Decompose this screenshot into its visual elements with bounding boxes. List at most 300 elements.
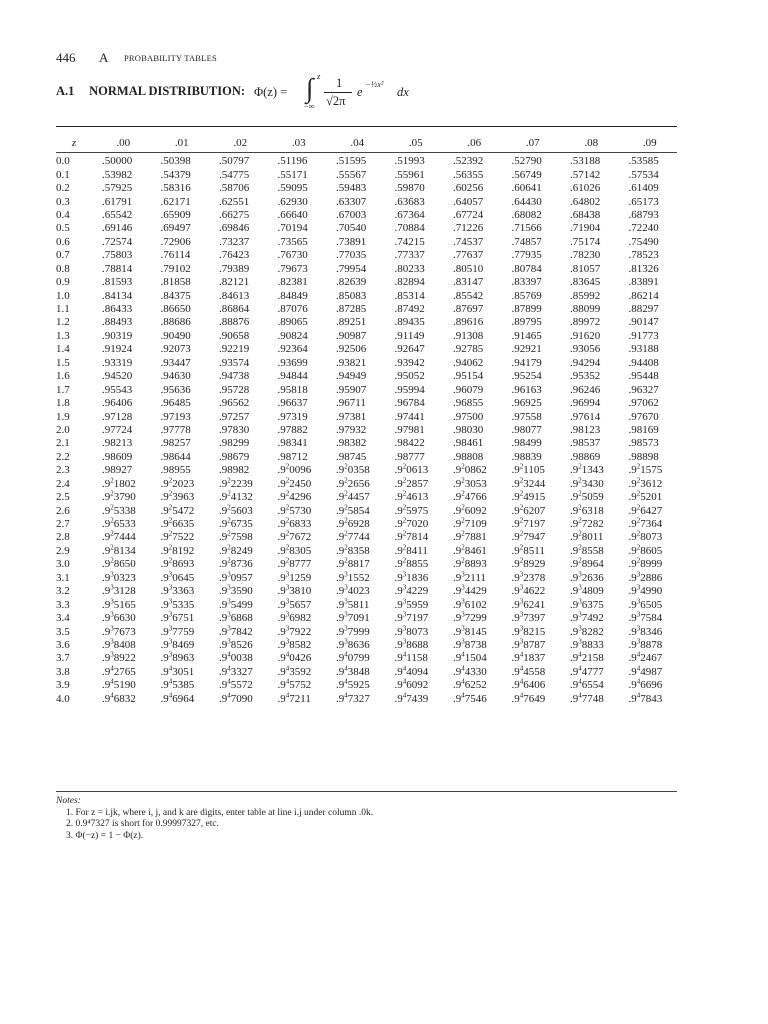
probability-cell: .97500 (453, 410, 484, 423)
probability-cell: $.9^25603$ (219, 502, 253, 517)
differential: dx (397, 85, 409, 99)
probability-cell: $.9^28249$ (219, 543, 253, 557)
probability-cell: $.9^38526$ (219, 637, 253, 651)
probability-cell: $.9^36375$ (570, 597, 604, 611)
table-bottom-rule (56, 791, 677, 792)
z-value-cell: 3.3 (56, 598, 70, 611)
running-title: PROBABILITY TABLES (124, 53, 217, 63)
probability-cell: $.9^27598$ (219, 529, 253, 544)
probability-cell: .67003 (336, 208, 367, 221)
probability-cell: $.9^24766$ (453, 489, 487, 504)
z-value-cell: 1.6 (56, 370, 70, 383)
probability-cell: $.9^27020$ (394, 516, 429, 531)
probability-cell: .79673 (277, 262, 308, 275)
probability-cell: .98927 (102, 464, 133, 477)
probability-cell: $.9^38582$ (277, 637, 312, 651)
probability-cell: $.9^42467$ (628, 650, 663, 665)
probability-cell: .71566 (511, 222, 542, 235)
probability-cell: $.9^35959$ (394, 597, 429, 611)
probability-cell: .92073 (160, 343, 191, 356)
probability-cell: .55171 (277, 168, 308, 181)
table-row (54, 572, 679, 585)
probability-cell: $.9^23963$ (160, 489, 195, 504)
probability-cell: $.9^42765$ (102, 664, 136, 678)
table-row (54, 585, 679, 598)
probability-cell: $.9^28305$ (277, 543, 312, 557)
probability-cell: .67364 (394, 208, 425, 221)
table-row (54, 316, 679, 329)
probability-cell: .96246 (570, 383, 601, 396)
probability-cell: $.9^38215$ (511, 623, 546, 638)
probability-cell: .74537 (453, 235, 484, 248)
probability-cell: .86433 (102, 303, 133, 316)
probability-cell: .98299 (219, 437, 250, 450)
formula-lhs: Φ(z) = (254, 85, 288, 99)
note-line-1: 1. For z = i.jk, where i, j, and k are digits, enter table at line i.j under column .0k. (66, 807, 374, 818)
z-value-cell: 4.0 (56, 692, 70, 705)
probability-cell: $.9^38282$ (570, 623, 604, 638)
z-value-cell: 3.0 (56, 558, 70, 571)
probability-cell: .55567 (336, 168, 367, 181)
probability-cell: .94949 (336, 370, 367, 383)
probability-cell: $.9^37584$ (628, 610, 663, 625)
probability-cell: .93319 (102, 356, 133, 369)
probability-cell: $.9^27197$ (511, 516, 546, 531)
probability-cell: $.9^30957$ (219, 570, 253, 584)
probability-cell: .80784 (511, 262, 542, 275)
table-row (54, 209, 679, 222)
probability-cell: .57925 (102, 182, 133, 195)
probability-cell: .56355 (453, 168, 484, 181)
probability-cell: $.9^41158$ (394, 650, 428, 665)
z-value-cell: 3.6 (56, 638, 70, 651)
z-value-cell: 1.8 (56, 397, 70, 410)
probability-cell: .66275 (219, 208, 250, 221)
integral-lower-limit: −∞ (304, 101, 315, 111)
probability-cell: .56749 (511, 168, 542, 181)
probability-cell: $.9^45572$ (219, 677, 253, 692)
probability-cell: .91924 (102, 343, 133, 356)
probability-cell: .85769 (511, 289, 542, 302)
probability-cell: $.9^38073$ (394, 623, 429, 638)
probability-cell: $.9^22023$ (160, 476, 195, 490)
probability-cell: $.9^32636$ (570, 570, 604, 584)
probability-cell: .98341 (277, 437, 308, 450)
probability-cell: $.9^38922$ (102, 650, 136, 665)
probability-cell: $.9^38878$ (628, 637, 663, 651)
table-top-rule (56, 126, 677, 127)
probability-cell: $.9^28011$ (570, 529, 604, 544)
probability-cell: .65909 (160, 208, 191, 221)
probability-cell: .89251 (336, 316, 367, 329)
probability-cell: $.9^47843$ (628, 691, 663, 705)
probability-cell: .94520 (102, 370, 133, 383)
probability-cell: .88876 (219, 316, 250, 329)
probability-cell: $.9^25338$ (102, 502, 136, 517)
table-row (54, 410, 679, 423)
probability-cell: $.9^34990$ (628, 583, 663, 598)
probability-cell: .62171 (160, 195, 191, 208)
column-header: .03 (291, 137, 306, 149)
probability-cell: .83645 (570, 276, 601, 289)
probability-cell: .96406 (102, 397, 133, 410)
probability-cell: .79389 (219, 262, 250, 275)
column-header: .04 (350, 137, 365, 149)
probability-cell: .97670 (628, 410, 659, 423)
table-row (54, 545, 679, 558)
probability-cell: .63307 (336, 195, 367, 208)
probability-cell: $.9^47211$ (277, 691, 311, 705)
probability-cell: .98499 (511, 437, 542, 450)
probability-cell: .98982 (219, 464, 250, 477)
probability-cell: $.9^47748$ (570, 691, 604, 705)
probability-cell: $.9^43327$ (219, 664, 253, 678)
probability-cell: $.9^37673$ (102, 623, 136, 638)
probability-cell: .54775 (219, 168, 250, 181)
probability-cell: $.9^38738$ (453, 637, 487, 651)
probability-cell: $.9^37842$ (219, 623, 253, 638)
probability-cell: $.9^27881$ (453, 529, 487, 544)
probability-cell: $.9^25975$ (394, 502, 429, 517)
chapter-letter: A (99, 50, 109, 65)
probability-cell: .96327 (628, 383, 659, 396)
probability-cell: .97257 (219, 410, 250, 423)
probability-cell: .61791 (102, 195, 133, 208)
probability-cell: $.9^38636$ (336, 637, 370, 651)
probability-cell: $.9^21105$ (511, 462, 545, 477)
probability-cell: $.9^36982$ (277, 610, 312, 625)
probability-cell: $.9^23612$ (628, 476, 663, 490)
probability-cell: $.9^37397$ (511, 610, 546, 625)
integral-upper-limit: z (317, 71, 321, 81)
probability-cell: $.9^37922$ (277, 623, 312, 638)
probability-cell: .93574 (219, 356, 250, 369)
probability-cell: .89065 (277, 316, 308, 329)
probability-cell: $.9^20613$ (394, 462, 429, 477)
probability-cell: .97614 (570, 410, 601, 423)
probability-cell: $.9^28358$ (336, 543, 370, 557)
z-value-cell: 2.1 (56, 437, 70, 450)
probability-cell: $.9^22857$ (394, 476, 429, 490)
probability-cell: $.9^24296$ (277, 489, 312, 504)
probability-cell: .98808 (453, 450, 484, 463)
probability-cell: $.9^43051$ (160, 664, 195, 678)
table-row (54, 155, 679, 168)
probability-cell: $.9^36241$ (511, 597, 546, 611)
probability-cell: $.9^35811$ (336, 597, 370, 611)
probability-cell: $.9^28605$ (628, 543, 663, 557)
probability-cell: .77935 (511, 249, 542, 262)
probability-cell: $.9^28650$ (102, 556, 136, 571)
probability-cell: $.9^28964$ (570, 556, 604, 571)
probability-cell: $.9^34023$ (336, 583, 370, 598)
table-row (54, 478, 679, 491)
probability-cell: $.9^35165$ (102, 597, 136, 611)
table-row (54, 424, 679, 437)
probability-cell: $.9^26928$ (336, 516, 370, 531)
probability-cell: $.9^34809$ (570, 583, 604, 598)
probability-cell: .69497 (160, 222, 191, 235)
table-row (54, 168, 679, 181)
probability-cell: .87076 (277, 303, 308, 316)
probability-cell: .74857 (511, 235, 542, 248)
probability-cell: $.9^38346$ (628, 623, 663, 638)
table-row (54, 249, 679, 262)
probability-cell: .78814 (102, 262, 133, 275)
probability-cell: $.9^28461$ (453, 543, 487, 557)
notes-heading: Notes: (56, 796, 81, 806)
probability-cell: .68082 (511, 208, 542, 221)
probability-cell: $.9^23790$ (102, 489, 136, 504)
probability-cell: $.9^31836$ (394, 570, 429, 584)
probability-cell: .87492 (394, 303, 425, 316)
probability-cell: $.9^25730$ (277, 502, 312, 517)
probability-cell: .96784 (394, 397, 425, 410)
probability-cell: $.9^28693$ (160, 556, 195, 571)
probability-cell: $.9^26533$ (102, 516, 136, 531)
probability-cell: .91465 (511, 329, 542, 342)
probability-cell: .86214 (628, 289, 659, 302)
probability-cell: .52392 (453, 155, 484, 168)
probability-cell: .58706 (219, 182, 250, 195)
z-value-cell: 3.5 (56, 625, 70, 638)
probability-cell: .72574 (102, 235, 133, 248)
z-value-cell: 2.3 (56, 464, 70, 477)
table-row (54, 531, 679, 544)
probability-cell: .50398 (160, 155, 191, 168)
probability-cell: $.9^35657$ (277, 597, 312, 611)
probability-cell: $.9^31259$ (277, 570, 312, 584)
probability-cell: $.9^38469$ (160, 637, 195, 651)
z-value-cell: 0.0 (56, 155, 70, 168)
z-value-cell: 1.7 (56, 383, 70, 396)
z-value-cell: 2.9 (56, 544, 70, 557)
probability-cell: $.9^26207$ (511, 502, 546, 517)
section-number: A.1 (56, 84, 75, 98)
probability-cell: $.9^22656$ (336, 476, 370, 490)
probability-cell: $.9^25059$ (570, 489, 604, 504)
z-value-cell: 3.4 (56, 612, 70, 625)
probability-cell: .59095 (277, 182, 308, 195)
probability-cell: .93056 (570, 343, 601, 356)
probability-cell: .95154 (453, 370, 484, 383)
probability-cell: .91773 (628, 329, 659, 342)
probability-cell: $.9^40038$ (219, 650, 253, 665)
probability-cell: $.9^46832$ (102, 691, 136, 705)
note-line-2: 2. 0.9⁴7327 is short for 0.99997327, etc. (66, 819, 219, 829)
probability-cell: $.9^45190$ (102, 677, 136, 692)
probability-cell: .63683 (394, 195, 425, 208)
table-row (54, 437, 679, 450)
probability-cell: .88686 (160, 316, 191, 329)
probability-cell: .85314 (394, 289, 425, 302)
probability-cell: $.9^36102$ (453, 597, 487, 611)
probability-cell: .51993 (394, 155, 425, 168)
probability-cell: .98609 (102, 450, 133, 463)
probability-cell: .64802 (570, 195, 601, 208)
probability-cell: $.9^38145$ (453, 623, 487, 638)
probability-cell: .92785 (453, 343, 484, 356)
probability-cell: .94844 (277, 370, 308, 383)
table-row (54, 343, 679, 356)
z-value-cell: 1.2 (56, 316, 70, 329)
probability-cell: .94630 (160, 370, 191, 383)
fraction-denominator: √2π (326, 94, 346, 108)
probability-cell: .53982 (102, 168, 133, 181)
probability-cell: .97724 (102, 423, 133, 436)
probability-cell: $.9^47649$ (511, 691, 546, 705)
probability-cell: $.9^28893$ (453, 556, 487, 571)
probability-cell: .97128 (102, 410, 133, 423)
probability-cell: $.9^46964$ (160, 691, 195, 705)
fraction-bar (324, 92, 352, 93)
probability-cell: $.9^45385$ (160, 677, 195, 692)
probability-cell: .58316 (160, 182, 191, 195)
probability-cell: .79102 (160, 262, 191, 275)
probability-cell: .61026 (570, 182, 601, 195)
table-row (54, 625, 679, 638)
table-row (54, 263, 679, 276)
probability-cell: .98422 (394, 437, 425, 450)
probability-cell: .68793 (628, 208, 659, 221)
probability-cell: $.9^27444$ (102, 529, 136, 544)
probability-cell: .88297 (628, 303, 659, 316)
table-row (54, 330, 679, 343)
table-row (54, 451, 679, 464)
probability-cell: $.9^36751$ (160, 610, 195, 625)
probability-cell: .67724 (453, 208, 484, 221)
probability-cell: .95052 (394, 370, 425, 383)
probability-cell: $.9^20358$ (336, 462, 370, 477)
probability-cell: .98679 (219, 450, 250, 463)
probability-cell: .91308 (453, 329, 484, 342)
probability-cell: .59870 (394, 182, 425, 195)
section-title: NORMAL DISTRIBUTION: (89, 84, 246, 98)
integral-sign: ∫ (306, 73, 314, 103)
probability-cell: $.9^25201$ (628, 489, 663, 504)
probability-cell: $.9^37299$ (453, 610, 487, 625)
probability-cell: $.9^27282$ (570, 516, 604, 531)
probability-cell: $.9^46092$ (394, 677, 429, 692)
probability-cell: .88493 (102, 316, 133, 329)
probability-cell: .73891 (336, 235, 367, 248)
column-header: .06 (467, 137, 482, 149)
probability-cell: $.9^33590$ (219, 583, 253, 598)
probability-cell: .81326 (628, 262, 659, 275)
probability-cell: .83397 (511, 276, 542, 289)
probability-cell: .97558 (511, 410, 542, 423)
probability-cell: $.9^45752$ (277, 677, 312, 692)
probability-cell: .98382 (336, 437, 367, 450)
probability-cell: $.9^21575$ (628, 462, 663, 477)
probability-cell: .95728 (219, 383, 250, 396)
table-row (54, 357, 679, 370)
probability-cell: .71226 (453, 222, 484, 235)
probability-cell: .90490 (160, 329, 191, 342)
probability-cell: $.9^40799$ (336, 650, 370, 665)
probability-cell: .95907 (336, 383, 367, 396)
probability-cell: $.9^36868$ (219, 610, 253, 625)
probability-cell: .94294 (570, 356, 601, 369)
probability-cell: $.9^30645$ (160, 570, 195, 584)
probability-cell: .98461 (453, 437, 484, 450)
probability-cell: $.9^27522$ (160, 529, 195, 544)
probability-cell: .54379 (160, 168, 191, 181)
probability-cell: .85992 (570, 289, 601, 302)
z-value-cell: 1.3 (56, 329, 70, 342)
probability-cell: .50000 (102, 155, 133, 168)
probability-cell: $.9^27109$ (453, 516, 487, 531)
probability-cell: .98712 (277, 450, 308, 463)
probability-cell: .61409 (628, 182, 659, 195)
probability-cell: .92219 (219, 343, 250, 356)
probability-cell: .77337 (394, 249, 425, 262)
table-row (54, 303, 679, 316)
probability-cell: .98955 (160, 464, 191, 477)
probability-cell: .62930 (277, 195, 308, 208)
probability-cell: .53585 (628, 155, 659, 168)
probability-cell: $.9^47546$ (453, 691, 487, 705)
probability-cell: .84613 (219, 289, 250, 302)
probability-cell: .97381 (336, 410, 367, 423)
probability-cell: $.9^28192$ (160, 543, 195, 557)
probability-cell: $.9^44987$ (628, 664, 663, 678)
probability-cell: $.9^42158$ (570, 650, 604, 665)
probability-cell: .94408 (628, 356, 659, 369)
z-value-cell: 3.9 (56, 679, 70, 692)
probability-cell: .82381 (277, 276, 308, 289)
probability-cell: .97882 (277, 423, 308, 436)
probability-cell: .89616 (453, 316, 484, 329)
probability-cell: .98257 (160, 437, 191, 450)
probability-cell: .51595 (336, 155, 367, 168)
probability-cell: $.9^28411$ (394, 543, 428, 557)
probability-cell: $.9^46554$ (570, 677, 604, 692)
probability-cell: .96855 (453, 397, 484, 410)
probability-cell: .75174 (570, 235, 601, 248)
probability-cell: .86650 (160, 303, 191, 316)
probability-cell: $.9^38963$ (160, 650, 195, 665)
probability-cell: .60256 (453, 182, 484, 195)
probability-cell: .81593 (102, 276, 133, 289)
z-value-cell: 1.4 (56, 343, 70, 356)
probability-cell: .84134 (102, 289, 133, 302)
probability-cell: $.9^26318$ (570, 502, 604, 517)
probability-cell: .92506 (336, 343, 367, 356)
probability-cell: $.9^44777$ (570, 664, 604, 678)
probability-cell: .96562 (219, 397, 250, 410)
probability-cell: $.9^27672$ (277, 529, 312, 544)
table-row (54, 558, 679, 571)
z-value-cell: 0.5 (56, 222, 70, 235)
probability-cell: .51196 (277, 155, 308, 168)
probability-cell: $.9^44558$ (511, 664, 546, 678)
probability-cell: $.9^47439$ (394, 691, 429, 705)
probability-cell: $.9^45925$ (336, 677, 370, 692)
probability-cell: .98869 (570, 450, 601, 463)
probability-cell: .90147 (628, 316, 659, 329)
probability-cell: $.9^36505$ (628, 597, 663, 611)
probability-cell: .84849 (277, 289, 308, 302)
probability-cell: .87899 (511, 303, 542, 316)
probability-cell: .92647 (394, 343, 425, 356)
probability-cell: $.9^28511$ (511, 543, 545, 557)
probability-cell: .82639 (336, 276, 367, 289)
probability-cell: $.9^37091$ (336, 610, 370, 625)
probability-cell: .82121 (219, 276, 250, 289)
fraction-numerator: 1 (336, 76, 343, 90)
probability-cell: $.9^28134$ (102, 543, 136, 557)
